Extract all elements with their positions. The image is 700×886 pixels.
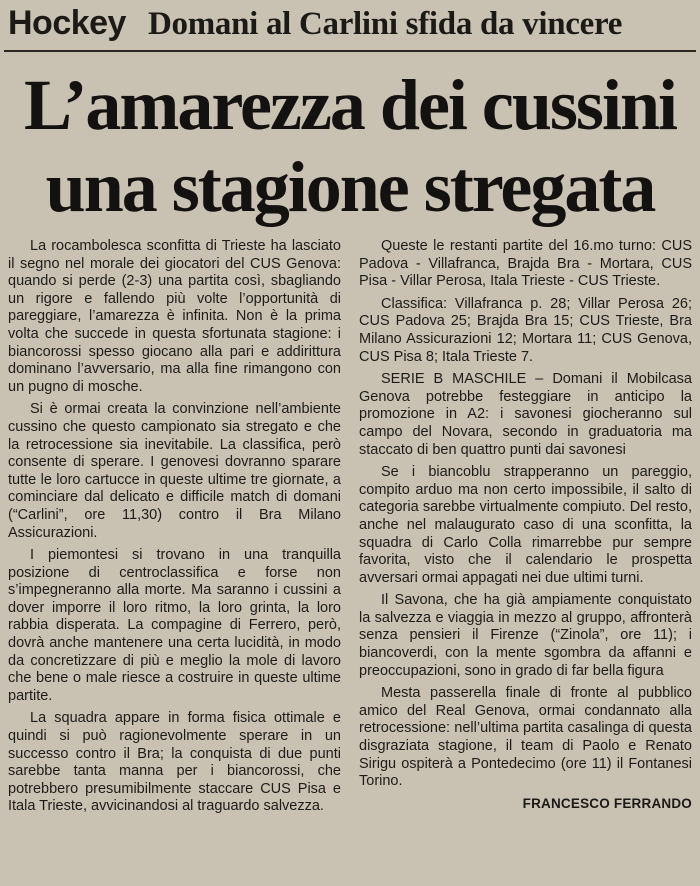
column-right (359, 238, 692, 882)
paragraph: I piemontesi si trovano in una tranquilla posizione di centroclassifica e forse non s’impegneranno alla morte. Ma saranno i cussini a dover imporre il loro ritmo, la loro grinta, la loro rabbia disperata. La compagine di Ferrero, però, dovrà anche mantenere una certa lucidità, in modo da concretizzare di più e meglio la mole di lavoro che bene o male riesce a costruire in queste ultime partite. (8, 547, 341, 704)
paragraph: Si è ormai creata la convinzione nell’ambiente cussino che questo campionato sia stregato e che la retrocessione sia inevitabile. La classifica, però consente di sperare. I genovesi dovranno sparare tutte le loro cartucce in queste ultime tre giornate, a cominciare dal delicato e difficile match di domani (“Carlini”, ore 11,30) contro il Bra Milano Assicurazioni. (8, 401, 341, 541)
paragraph: La rocambolesca sconfitta di Trieste ha lasciato il segno nel morale dei giocatori del CUS Genova: quando si perde (2-3) una partita così, sbagliando un rigore e fallendo più volte l’opportunità di pareggiare, l’amarezza è infinita. Non è la prima volta che succede in questa sfortunata stagione: i biancorossi spesso giocano alla pari e addirittura dominano l’avversario, ma alla fine rimangono con un pugno di mosche. (8, 238, 341, 395)
header-divider (4, 50, 696, 52)
header-row (8, 4, 698, 48)
article-body (8, 238, 692, 882)
paragraph: Queste le restanti partite del 16.mo turno: CUS Padova - Villafranca, Brajda Bra - Mortara, CUS Pisa - Villar Perosa, Itala Trieste - CUS Trieste. (359, 238, 692, 290)
paragraph: Il Savona, che ha già ampiamente conquistato la salvezza e viaggia in mezzo al gruppo, affronterà senza pensieri il Firenze (“Zinola”, ore 11); i biancoverdi, con la mente sgombra da affanni e preoccupazioni, sono in grado di far bella figura (359, 592, 692, 679)
byline: FRANCESCO FERRANDO (522, 795, 692, 811)
paragraph: Mesta passerella finale di fronte al pubblico amico del Real Genova, ormai condannato alla retrocessione: nell’ultima partita casalinga di questa disgraziata stagione, il team di Paolo e Renato Sirigu ospiterà a Pontedecimo (ore 11) il Fontanesi Torino. (359, 685, 692, 790)
kicker-title: Domani al Carlini sfida da vincere (147, 6, 623, 42)
paragraph: SERIE B MASCHILE – Domani il Mobilcasa Genova potrebbe festeggiare in anticipo la promozione in A2: i savonesi giocheranno sul campo del Novara, secondo in graduatoria ma staccato di ben quattro punti dai savonesi (359, 371, 692, 458)
headline-line-1: L’amarezza dei cussini (24, 65, 676, 145)
section-label: Hockey (8, 4, 126, 42)
headline-line-2: una stagione stregata (45, 147, 655, 227)
paragraph: Se i biancoblu strapperanno un pareggio, compito arduo ma non certo impossibile, il salto di categoria sarebbe virtualmente compiuto. Del resto, anche nel malaugurato caso di una sconfitta, la squadra di Carlo Colla rimarrebbe pur sempre favorita, visto che il calendario le prospetta avversari ormai appagati nei due ultimi turni. (359, 464, 692, 586)
column-left (8, 238, 341, 882)
paragraph: La squadra appare in forma fisica ottimale e quindi si può ragionevolmente sperare in un successo contro il Bra; la conquista di due punti sarebbe tanta manna per i biancorossi, che potrebbero presumibilmente staccare CUS Pisa e Itala Trieste, avvicinandosi al traguardo salvezza. (8, 710, 341, 815)
headline (0, 64, 700, 228)
paragraph: Classifica: Villafranca p. 28; Villar Perosa 26; CUS Padova 25; Brajda Bra 15; CUS Trieste, Bra Milano Assicurazioni 12; Mortara 11; CUS Genova, CUS Pisa 8; Itala Trieste 7. (359, 295, 692, 365)
